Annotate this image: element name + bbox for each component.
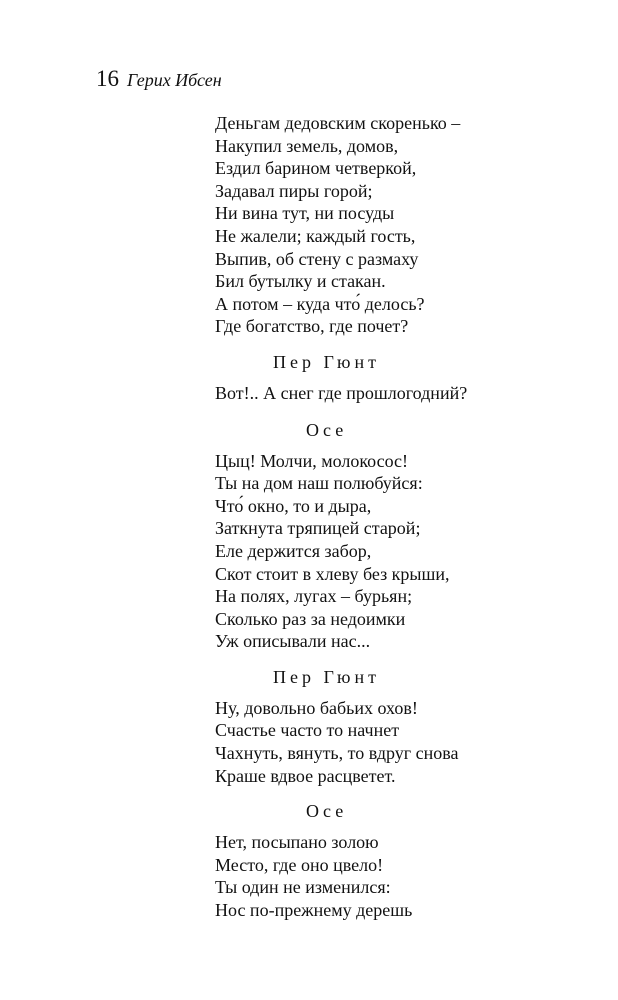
verse-line: Еле держится забор, bbox=[215, 540, 372, 561]
page-header bbox=[96, 66, 222, 92]
verse-line: Где богатство, где почет? bbox=[215, 316, 409, 337]
speaker-name: Осе bbox=[306, 419, 348, 440]
verse-line: Вот!.. А снег где прошлогодний? bbox=[215, 382, 468, 403]
page-number: 16 bbox=[96, 66, 119, 91]
stanza-1 bbox=[215, 112, 595, 338]
verse-line: Бил бутылку и стакан. bbox=[215, 271, 386, 292]
stanza-5 bbox=[215, 831, 595, 921]
verse-line: Деньгам дедовским скоренько – bbox=[215, 113, 461, 133]
verse-line: Нос по-прежнему дерешь bbox=[215, 900, 413, 921]
verse-line: Накупил земель, домов, bbox=[215, 135, 399, 156]
verse-line: Ездил барином четверкой, bbox=[215, 158, 417, 179]
verse-line: Что́ окно, то и дыра, bbox=[215, 495, 372, 516]
verse-line: Выпив, об стену с размаху bbox=[215, 248, 419, 269]
verse-line: Ты один не изменился: bbox=[215, 877, 391, 898]
verse-line: Цыц! Молчи, молокосос! bbox=[215, 450, 409, 471]
stanza-3 bbox=[215, 450, 595, 653]
verse-line: Ну, довольно бабьих охов! bbox=[215, 697, 418, 718]
speaker-name: Осе bbox=[306, 801, 348, 822]
verse-line: Ни вина тут, ни посуды bbox=[215, 203, 395, 224]
running-title: Герих Ибсен bbox=[127, 70, 222, 90]
play-text bbox=[215, 112, 595, 922]
verse-line: Нет, посыпано золою bbox=[215, 832, 379, 853]
verse-line: Ты на дом наш полюбуйся: bbox=[215, 473, 423, 494]
verse-line: Сколько раз за недоимки bbox=[215, 608, 406, 629]
verse-line: Чахнуть, вянуть, то вдруг снова bbox=[215, 743, 459, 764]
speaker-name: Пер Гюнт bbox=[273, 351, 380, 372]
stanza-2 bbox=[215, 382, 595, 405]
verse-line: А потом – куда что́ делось? bbox=[215, 293, 425, 314]
stanza-4 bbox=[215, 697, 595, 787]
verse-line: Не жалели; каждый гость, bbox=[215, 225, 416, 246]
verse-line: Место, где оно цвело! bbox=[215, 854, 384, 875]
verse-line: На полях, лугах – бурьян; bbox=[215, 586, 413, 607]
speaker-name: Пер Гюнт bbox=[273, 666, 380, 687]
verse-line: Краше вдвое расцветет. bbox=[215, 765, 396, 786]
verse-line: Уж описывали нас... bbox=[215, 631, 371, 652]
verse-line: Скот стоит в хлеву без крыши, bbox=[215, 563, 450, 584]
verse-line: Счастье часто то начнет bbox=[215, 720, 400, 741]
verse-line: Задавал пиры горой; bbox=[215, 180, 373, 201]
verse-line: Заткнута тряпицей старой; bbox=[215, 518, 421, 539]
